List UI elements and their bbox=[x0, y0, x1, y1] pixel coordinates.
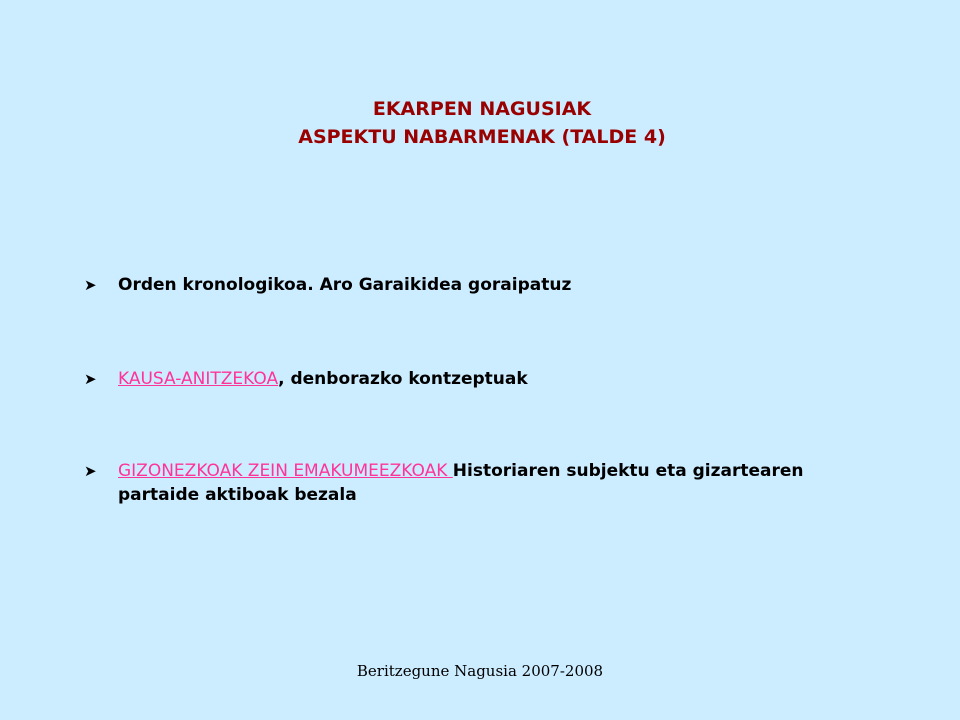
bullet-body: , denborazko kontzeptuak bbox=[278, 369, 528, 389]
arrow-bullet-icon: ➤ bbox=[84, 370, 97, 388]
title-line-2: ASPEKTU NABARMENAK (TALDE 4) bbox=[298, 126, 666, 148]
bullet-text bbox=[118, 273, 880, 297]
slide-footer: Beritzegune Nagusia 2007-2008 bbox=[356, 662, 604, 680]
bullet-body: Historiaren subjektu eta gizartearen partaide aktiboak bezala bbox=[118, 461, 804, 505]
gizonezkoak-emakumeezkoak-link[interactable]: GIZONEZKOAK ZEIN EMAKUMEEZKOAK bbox=[118, 461, 453, 481]
bullet-item-chronological-order bbox=[80, 273, 880, 297]
arrow-bullet-icon: ➤ bbox=[84, 462, 97, 480]
arrow-bullet-icon: ➤ bbox=[84, 276, 97, 294]
bullet-body: Orden kronologikoa. Aro Garaikidea goraipatuz bbox=[118, 275, 572, 295]
bullet-text bbox=[118, 367, 880, 391]
bullet-item-men-and-women bbox=[80, 459, 880, 507]
bullet-text bbox=[118, 459, 880, 507]
kausa-anitzekoa-link[interactable]: KAUSA-ANITZEKOA bbox=[118, 369, 279, 389]
title-line-1: EKARPEN NAGUSIAK bbox=[372, 98, 592, 120]
bullet-item-multi-causal bbox=[80, 367, 880, 391]
slide-title bbox=[0, 95, 960, 151]
